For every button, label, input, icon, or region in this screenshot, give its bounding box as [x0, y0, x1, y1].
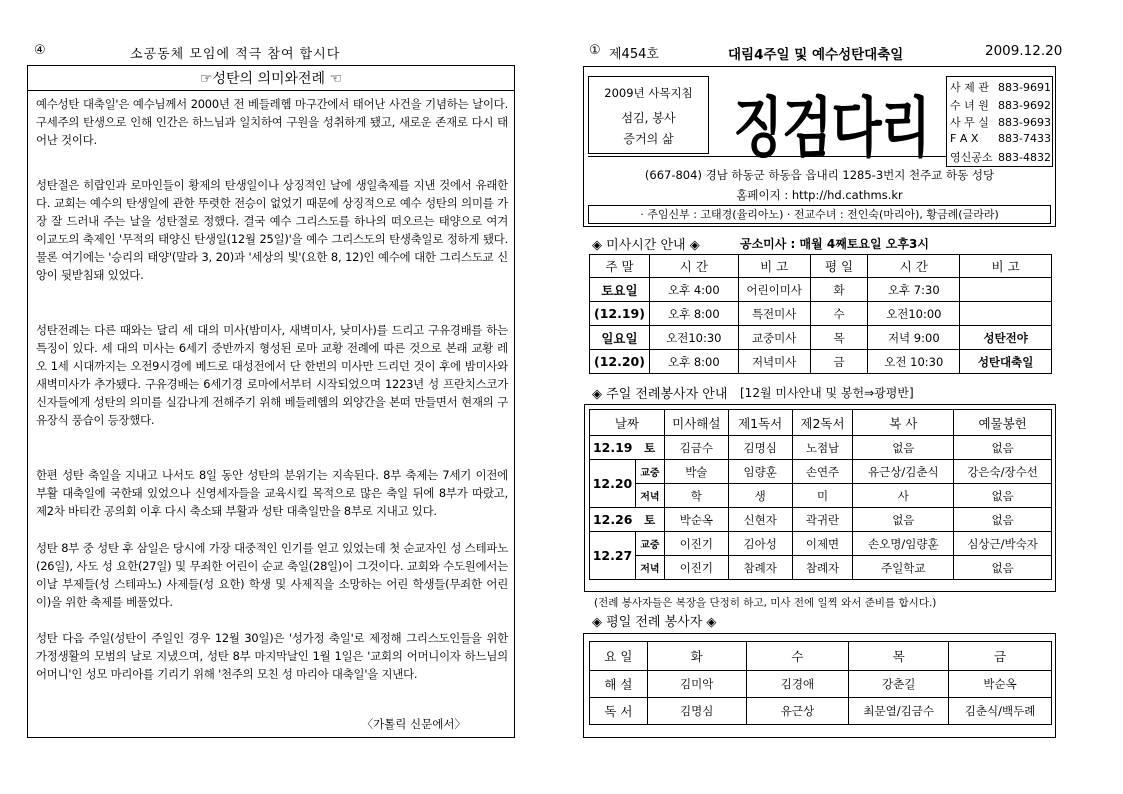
weekday-header-row	[590, 642, 1052, 671]
ministers-cell: 박술	[664, 460, 728, 484]
mass-header-cell: 시 간	[868, 255, 960, 278]
mass-cell	[960, 302, 1052, 326]
ministers-cell: 손연주	[792, 460, 853, 484]
ministers-row	[590, 532, 1052, 556]
weekday-cell: 김경애	[746, 671, 849, 698]
mass-cell: 오전10:00	[868, 302, 960, 326]
ministers-cell: 참례자	[792, 556, 853, 580]
ministers-cell: 없음	[853, 508, 954, 532]
ministers-cell: 김명심	[728, 436, 792, 460]
article-paragraph-3: 성탄전례는 다른 때와는 달리 세 대의 미사(밤미사, 새벽미사, 낮미사)를 드리고 구유경배를 하는 특징이 있다. 세 대의 미사는 6세기 중반까지 형성된 로마 교황 전례에 따른 것으로 본래 교황 레오 1세 시대까지는 오전9시경에 베드로 대성전에서 단 한번의 미사만 드리던 것이 후에 밤미사와 새벽미사가 추가됐다. 구유경배는 6세기경 로마에서부터 시작되었으며 1223년 성 프란치스코가 신자들에게 성탄의 의미를 실감나게 전해주기 위해 베들레헴의 외양간을 본떠 만들면서 현재의 구유장식 풍습이 등장했다.	[36, 323, 508, 427]
ministers-header-cell: 제1독서	[728, 410, 792, 436]
ministers-date-cell: 12.26	[590, 508, 636, 532]
mass-cell: 토요일	[590, 278, 650, 302]
ministers-cell: 손오명/임량훈	[853, 532, 954, 556]
mass-cell: 성탄대축일	[960, 350, 1052, 374]
article-paragraph-5: 성탄 8부 중 성탄 후 삼일은 당시에 가장 대중적인 인기를 얻고 있었는데 첫 순교자인 성 스테파노(26일), 사도 성 요한(27일) 및 무죄한 어린이 순교 축일(28일)이 그것이다. 교회와 수도원에서는 이날 부제들(성 스테파노) 사제들(성 요한) 학생 및 사제직을 소망하는 어린 학생들(무죄한 어린이)을 위한 축제를 베풀었다.	[36, 541, 508, 609]
ministers-date-cell: 12.27	[590, 532, 636, 580]
ministers-header-cell: 제2독서	[792, 410, 853, 436]
bulletin-logo: 징검다리	[733, 90, 930, 167]
ministers-date-cell: 12.19	[590, 436, 636, 460]
mass-row	[590, 350, 1052, 374]
ministers-cell: 참례자	[728, 556, 792, 580]
motto-year: 2009년 사목지침	[604, 86, 693, 100]
mass-cell: (12.19)	[590, 302, 650, 326]
weekday-header-cell: 목	[849, 642, 949, 671]
clergy-info: · 주임신부 : 고태경(율리아노) · 전교수녀 : 전인숙(마리아), 황금례(글라라)	[588, 205, 1051, 224]
ministers-cell: 김아성	[728, 532, 792, 556]
mass-cell: 저녁미사	[738, 350, 810, 374]
contact-phone: 883-7433	[998, 131, 1051, 145]
ministers-mass-cell: 교중	[635, 532, 664, 556]
ministers-cell: 유근상/김춘식	[853, 460, 954, 484]
ministers-row	[590, 508, 1052, 532]
article-source: 〈가톨릭 신문에서〉	[361, 717, 466, 731]
right-page-number: ①	[589, 43, 601, 58]
ministers-cell: 김금수	[664, 436, 728, 460]
mass-cell: 화	[810, 278, 868, 302]
weekday-heading: ◈ 평일 전례 봉사자 ◈	[592, 615, 717, 630]
left-slogan: 소공동체 모임에 적극 참여 합시다	[130, 47, 341, 62]
ministers-mass-cell: 저녁	[635, 556, 664, 580]
ministers-row	[590, 460, 1052, 484]
masthead	[583, 66, 1056, 227]
ministers-cell: 임량훈	[728, 460, 792, 484]
mass-cell: 교중미사	[738, 326, 810, 350]
contact-row	[950, 97, 1051, 113]
ministers-date-cell: 12.20	[590, 460, 636, 508]
contact-phone: 883-4832	[998, 151, 1051, 164]
weekday-cell: 김미악	[647, 671, 746, 698]
mass-cell: 오후 4:00	[649, 278, 738, 302]
ministers-cell: 없음	[954, 436, 1052, 460]
ministers-mass-cell: 저녁	[635, 484, 664, 508]
weekday-row	[590, 698, 1052, 725]
article-paragraph-4: 한편 성탄 축일을 지내고 나서도 8일 동안 성탄의 분위기는 지속된다. 8부 축제는 7세기 이전에 부활 대축일에 국한돼 있었으나 신영세자들을 교육시킬 목적으로 많은 축일 뒤에 8부가 따랐고, 제2차 바티칸 공의회 이후 다시 축소돼 부활과 성탄 대축일만을 8부로 지내고 있다.	[36, 468, 508, 518]
contact-phone: 883-9691	[998, 81, 1051, 94]
contact-phone: 883-9693	[998, 116, 1051, 129]
mass-header-cell: 비 고	[960, 255, 1052, 278]
weekday-table	[589, 641, 1052, 725]
ministers-row	[590, 436, 1052, 460]
mass-cell: 수	[810, 302, 868, 326]
ministers-table	[589, 409, 1052, 580]
mass-cell: (12.20)	[590, 350, 650, 374]
weekday-header-cell: 수	[746, 642, 849, 671]
mass-schedule-table	[589, 254, 1052, 374]
weekday-cell: 독 서	[590, 698, 648, 725]
weekday-cell: 김명심	[647, 698, 746, 725]
mass-cell: 오후 8:00	[649, 302, 738, 326]
mass-cell: 오후 7:30	[868, 278, 960, 302]
mass-schedule-heading: ◈ 미사시간 안내 ◈	[592, 238, 700, 253]
mass-header-cell: 비 고	[738, 255, 810, 278]
weekday-header-cell: 금	[949, 642, 1052, 671]
mass-row	[590, 326, 1052, 350]
ministers-row	[590, 556, 1052, 580]
mass-cell: 금	[810, 350, 868, 374]
ministers-cell: 노점남	[792, 436, 853, 460]
article-box	[27, 65, 515, 738]
contact-row	[950, 149, 1051, 165]
ministers-cell: 미	[792, 484, 853, 508]
ministers-cell: 없음	[853, 436, 954, 460]
mass-row	[590, 302, 1052, 326]
ministers-cell: 심상근/박숙자	[954, 532, 1052, 556]
ministers-header-cell: 복 사	[853, 410, 954, 436]
mass-cell: 저녁 9:00	[868, 326, 960, 350]
ministers-heading: ◈ 주일 전례봉사자 안내	[592, 387, 728, 402]
contact-label: F A X	[950, 131, 979, 145]
article-title-divider	[28, 90, 514, 91]
mass-cell: 어린이미사	[738, 278, 810, 302]
homepage-link[interactable]: 홈페이지 : http://hd.cathms.kr	[736, 188, 903, 202]
weekday-cell: 최문열/김금수	[849, 698, 949, 725]
ministers-header-cell: 날짜	[590, 410, 665, 436]
weekday-cell: 박순옥	[949, 671, 1052, 698]
ministers-cell: 사	[853, 484, 954, 508]
church-address: (667-804) 경남 하동군 하동읍 읍내리 1285-3번지 천주교 하동 성당	[644, 168, 995, 182]
mass-cell: 오전 10:30	[868, 350, 960, 374]
mass-cell: 성탄전야	[960, 326, 1052, 350]
ministers-cell: 강은숙/장수선	[954, 460, 1052, 484]
ministers-note: (전례 봉사자들은 복장을 단정히 하고, 미사 전에 일찍 와서 준비를 합시다.)	[594, 597, 937, 609]
weekday-cell: 유근상	[746, 698, 849, 725]
mass-row	[590, 278, 1052, 302]
ministers-cell: 주일학교	[853, 556, 954, 580]
ministers-cell: 박순옥	[664, 508, 728, 532]
mass-header-cell: 시 간	[649, 255, 738, 278]
contact-row	[950, 79, 1051, 95]
ministers-cell: 생	[728, 484, 792, 508]
article-title: ☞성탄의 의미와전례 ☜	[199, 71, 343, 87]
bulletin-date: 2009.12.20	[985, 43, 1063, 59]
mass-cell: 목	[810, 326, 868, 350]
ministers-cell: 없음	[954, 508, 1052, 532]
mass-cell	[960, 278, 1052, 302]
ministers-heading-note: [12월 미사안내 및 봉헌⇒광평반]	[740, 386, 914, 400]
mass-header-cell: 평 일	[810, 255, 868, 278]
ministers-cell: 곽귀란	[792, 508, 853, 532]
ministers-cell: 없음	[954, 484, 1052, 508]
article-paragraph-1: 예수성탄 대축일'은 예수님께서 2000년 전 베들레헴 마구간에서 태어난 사건을 기념하는 날이다. 구세주의 탄생으로 인해 인간은 하느님과 일치하여 구원을 성취하게 됐고, 새로운 존재로 다시 태어난 것이다.	[36, 97, 508, 147]
ministers-cell: 이제면	[792, 532, 853, 556]
mass-cell: 특전미사	[738, 302, 810, 326]
issue-number: 제454호	[609, 47, 659, 62]
weekday-header-cell: 요 일	[590, 642, 648, 671]
weekday-header-cell: 화	[647, 642, 746, 671]
ministers-cell: 신현자	[728, 508, 792, 532]
contact-label: 사 제 관	[950, 81, 989, 94]
ministers-cell: 이진기	[664, 532, 728, 556]
contact-label: 영신공소	[950, 151, 993, 164]
ministers-header-row	[590, 410, 1052, 436]
weekday-cell: 김춘식/백두례	[949, 698, 1052, 725]
ministers-header-cell: 미사해설	[664, 410, 728, 436]
article-paragraph-6: 성탄 다음 주일(성탄이 주일인 경우 12월 30일)은 '성가정 축일'로 제정해 그리스도인들을 위한 가정생활의 모범의 날로 지냈으며, 성탄 8부 마지막날인 1월 1일은 '교회의 어머니이자 하느님의 어머니'인 성모 마리아를 기리기 위해 '천주의 모친 성 마리아 대축일'을 지낸다.	[36, 631, 508, 681]
motto-box	[588, 76, 709, 154]
contact-phone: 883-9692	[998, 98, 1051, 112]
contact-row	[950, 114, 1051, 130]
contact-label: 수 녀 원	[950, 98, 989, 112]
article-paragraph-2: 성탄절은 히랍인과 로마인들이 황제의 탄생일이나 상징적인 날에 생일축제를 지낸 것에서 유래한다. 교회는 예수의 탄생일에 관한 뚜렷한 전승이 없었기 때문에 상징적으로 예수 성탄의 의미를 가장 잘 드러내 주는 날을 성탄절로 정했다. 결국 예수 그리스도를 하나의 떠오르는 태양으로 여겨 이교도의 축제인 '무적의 태양신 탄생일(12월 25일)'을 예수 그리스도의 탄생축일로 정하게 됐다. 물론 여기에는 '승리의 태양'(말라 3, 20)과 '세상의 빛'(요한 8, 12)인 예수에 대한 그리스도교 신앙이 뒷받침돼 있었다.	[36, 178, 508, 282]
mission-mass-note: 공소미사 : 매월 4째토요일 오후3시	[740, 237, 929, 251]
ministers-cell: 없음	[954, 556, 1052, 580]
mass-cell: 오후 8:00	[649, 350, 738, 374]
mass-cell: 오전10:30	[649, 326, 738, 350]
contact-row	[950, 132, 1051, 145]
motto-line-2: 증거의 삶	[623, 132, 674, 146]
ministers-cell: 이진기	[664, 556, 728, 580]
ministers-cell: 학	[664, 484, 728, 508]
contact-label: 사 무 실	[950, 116, 989, 129]
mass-header-cell: 주 말	[590, 255, 650, 278]
ministers-mass-cell: 토	[635, 436, 664, 460]
weekday-cell: 해 설	[590, 671, 648, 698]
motto-line-1: 섬김, 봉사	[621, 111, 676, 125]
weekday-cell: 강춘길	[849, 671, 949, 698]
mass-cell: 일요일	[590, 326, 650, 350]
contact-box	[946, 76, 1053, 167]
left-page-number: ④	[34, 43, 46, 58]
ministers-row	[590, 484, 1052, 508]
mass-header-row	[590, 255, 1052, 278]
ministers-header-cell: 예물봉헌	[954, 410, 1052, 436]
ministers-mass-cell: 토	[635, 508, 664, 532]
bulletin-title: 대림4주일 및 예수성탄대축일	[728, 47, 904, 63]
weekday-row	[590, 671, 1052, 698]
ministers-mass-cell: 교중	[635, 460, 664, 484]
